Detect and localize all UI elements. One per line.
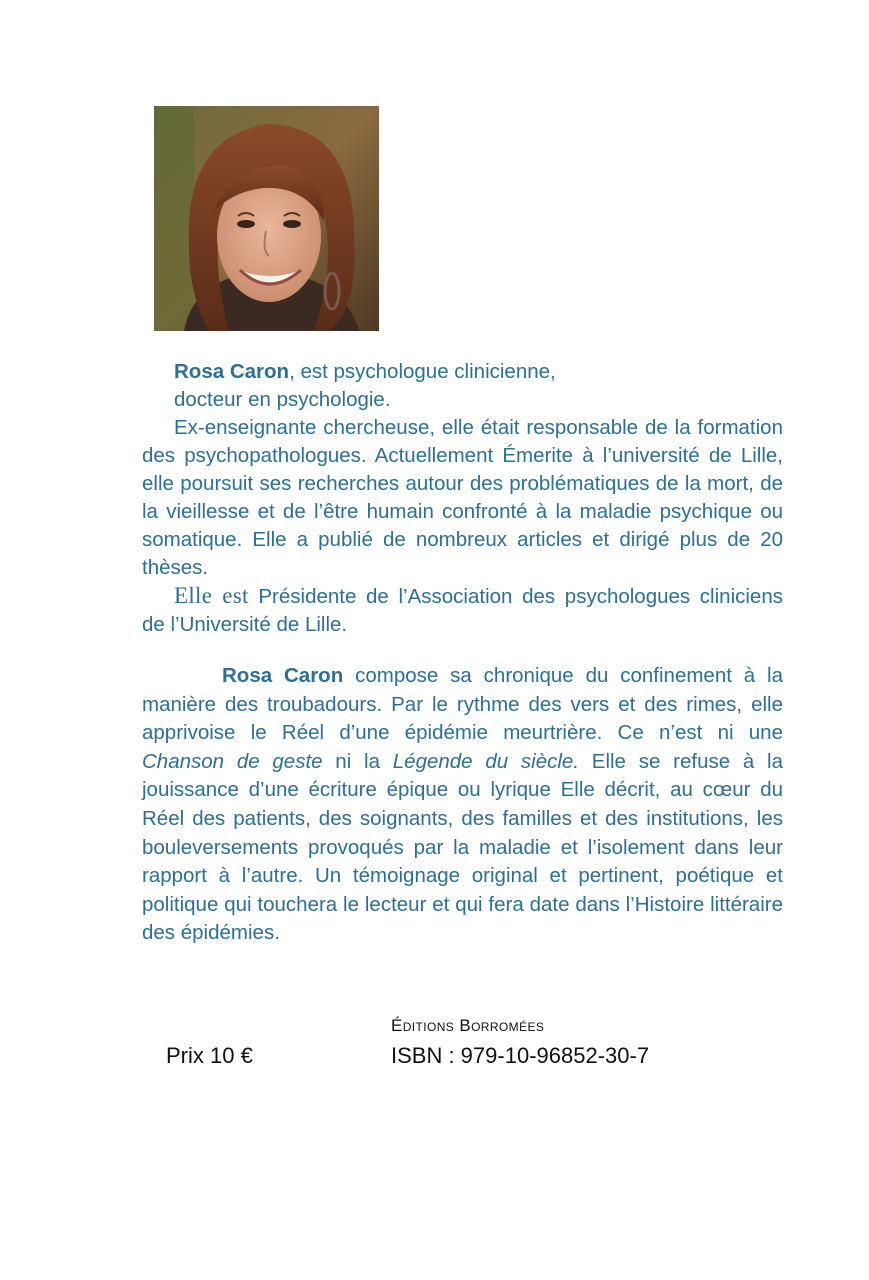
bio-line-2: docteur en psychologie. — [174, 388, 391, 411]
author-photo — [154, 106, 379, 331]
title-chanson-de-geste: Chanson de geste — [142, 749, 323, 773]
book-description: Rosa Caron compose sa chronique du confinement à la manière des troubadours. Par le rythme des vers et des rimes, elle apprivoise le Réel d’une épidémie meurtrière. Ce n’est ni une Chanson de geste ni la Légende du siècle. Elle se refuse à la jouissance d’une écriture épique ou lyrique Elle décrit, au cœur du Réel des patients, des soignants, des familles et des institutions, les bouleversements provoqués par la maladie et l’isolement dans leur rapport à l’autre. Un témoignage original et pertinent, poétique et politique qui touchera le lecteur et qui fera date dans l’Histoire littéraire des épidémies. — [142, 664, 784, 945]
price-label: Prix 10 € — [166, 1043, 253, 1068]
title-legende-du-siecle: Légende du siècle. — [392, 749, 580, 773]
author-name: Rosa Caron — [174, 360, 290, 383]
isbn-number: ISBN : 979-10-96852-30-7 — [391, 1043, 650, 1068]
author-bio — [142, 358, 783, 639]
bio-paragraph-3: Elle est Présidente de l’Association des psychologues cliniciens de l’Université de Lille. — [142, 583, 783, 636]
bio-line-1: Rosa Caron, est psychologue clinicienne, — [174, 360, 556, 383]
publisher-name: Éditions Borromées — [391, 1016, 545, 1035]
description-author-name: Rosa Caron — [222, 664, 344, 687]
bio-paragraph-2: Ex-enseignante chercheuse, elle était responsable de la formation des psychopathologues. Actuellement Émerite à l’université de Lille, elle poursuit ses recherches autour des problématiques de la mort, de la vieillesse et de l’être humain confronté à la maladie psychique ou somatique. Elle a publié de nombreux articles et dirigé plus de 20 thèses. — [142, 416, 783, 579]
